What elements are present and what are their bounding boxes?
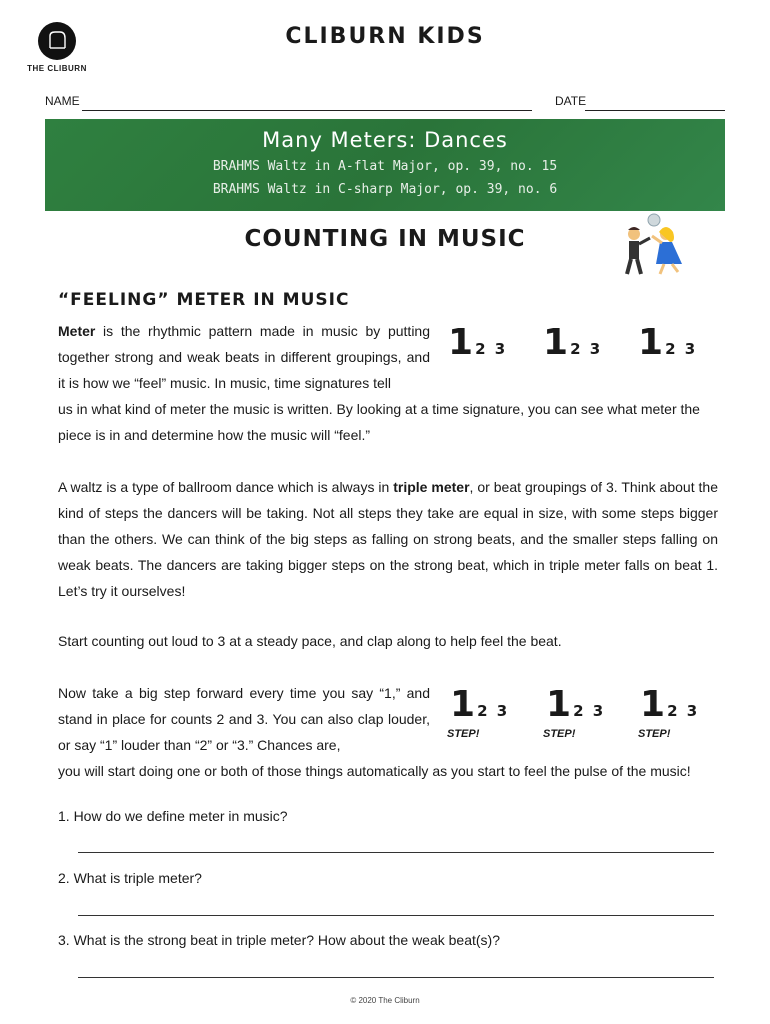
paragraph-step-rest: you will start doing one or both of those things automatically as you start to feel the pulse of the music! [58,763,691,779]
strong-beat: 1 [638,322,664,363]
strong-beat: 1 [546,684,572,725]
answer-line-3[interactable] [78,975,714,978]
section-title: COUNTING IN MUSIC [244,226,526,252]
paragraph-meter-text: is the rhythmic pattern made in music by putting together strong and weak beats in different groupings, and it is how we “feel” music. In music, time signatures tell [58,323,430,391]
term-meter: Meter [58,323,96,339]
subsection-title: “FEELING” METER IN MUSIC [58,290,350,310]
date-label: DATE [555,94,587,108]
banner-title: Many Meters: Dances [262,128,508,152]
dancers-illustration [612,212,694,282]
weak-beats: 2 3 [475,340,508,358]
step-label-1: STEP! [447,728,480,740]
strong-beat: 1 [640,684,666,725]
paragraph-waltz-after: , or beat groupings of 3. Think about the kind of steps the dancers will be taking. Not all steps they take are equal in size, with some steps bigger than the others. We can think of the big steps as falling on strong beats, and the smaller steps falling on weak beats. The dancers are taking bigger steps on the strong beat, which in triple meter falls on beat 1. Let’s try it ourselves! [58,479,718,599]
paragraph-step-forward: Now take a big step forward every time you say “1,” and stand in place for counts 2 and 3. You can also clap louder, or say “1” louder than “2” or “3.” Chances are, [58,685,430,753]
paragraph-waltz-before: A waltz is a type of ballroom dance which is always in [58,479,394,495]
question-1: 1. How do we define meter in music? [58,808,288,824]
step-label-3: STEP! [638,728,671,740]
weak-beats: 2 3 [573,702,606,720]
step-count-group-2 [546,684,605,725]
count-group-3 [638,322,697,363]
paragraph-count-out-loud: Start counting out loud to 3 at a steady pace, and clap along to help feel the beat. [58,633,562,649]
count-group-2 [543,322,602,363]
weak-beats: 2 3 [570,340,603,358]
count-group-1 [448,322,507,363]
date-field[interactable] [585,96,725,111]
term-triple-meter: triple meter [393,479,470,495]
question-2: 2. What is triple meter? [58,870,202,886]
question-3: 3. What is the strong beat in triple meter? How about the weak beat(s)? [58,932,501,948]
name-field[interactable] [82,96,532,111]
answer-line-1[interactable] [78,850,714,853]
logo-text: THE CLIBURN [27,64,87,73]
weak-beats: 2 3 [667,702,700,720]
step-count-group-3 [640,684,699,725]
paragraph-waltz [58,474,718,604]
paragraph-meter-intro [58,318,430,396]
strong-beat: 1 [450,684,476,725]
weak-beats: 2 3 [665,340,698,358]
strong-beat: 1 [448,322,474,363]
answer-line-2[interactable] [78,913,714,916]
paragraph-meter-rest: us in what kind of meter the music is written. By looking at a time signature, you can see what meter the piece is in and determine how the music will “feel.” [58,401,700,443]
step-count-group-1 [450,684,509,725]
banner-subtitle-1: BRAHMS Waltz in A-flat Major, op. 39, no. 15 [212,159,558,174]
banner-subtitle-2: BRAHMS Waltz in C-sharp Major, op. 39, no. 6 [212,182,558,197]
weak-beats: 2 3 [477,702,510,720]
page-title: CLIBURN KIDS [285,24,485,49]
name-label: NAME [45,94,80,108]
strong-beat: 1 [543,322,569,363]
step-label-2: STEP! [543,728,576,740]
copyright-footer: © 2020 The Cliburn [350,996,420,1005]
